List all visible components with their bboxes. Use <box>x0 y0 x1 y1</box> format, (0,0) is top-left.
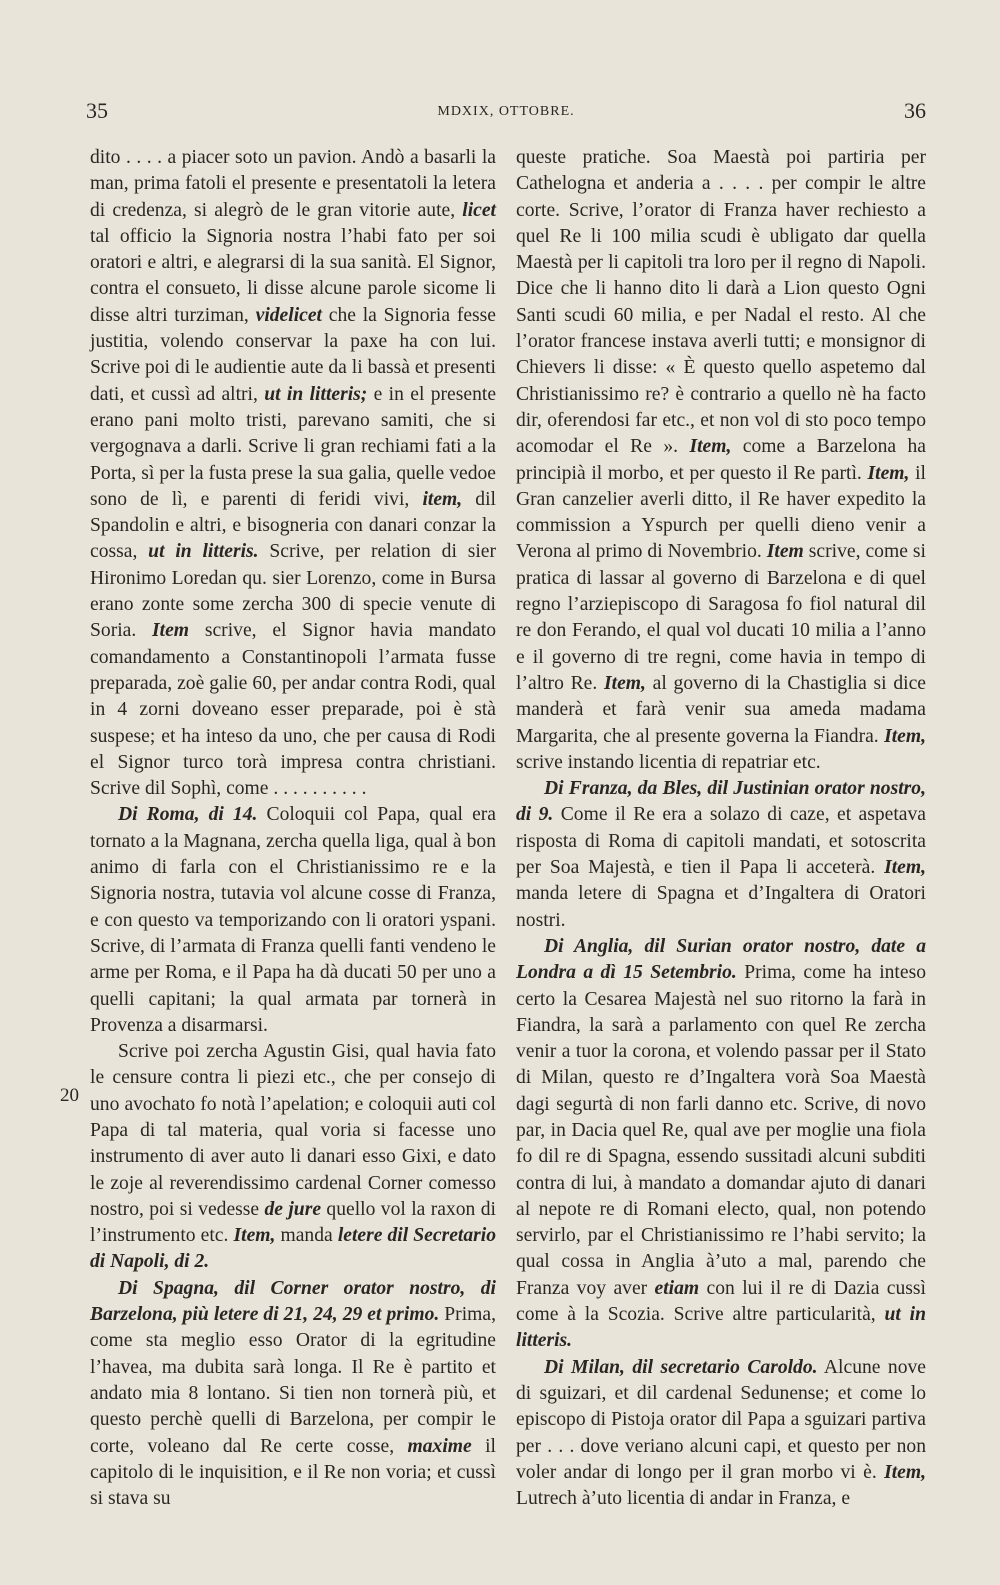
italic-run: Item, <box>867 462 910 484</box>
italic-run: ut in litteris; <box>264 383 368 405</box>
right-column <box>516 145 926 1512</box>
italic-run: Item, <box>689 436 732 458</box>
margin-line-number: 20 <box>60 1085 79 1106</box>
text-run: Coloquii col Papa, qual era tornato a la Magnana, zercha quella liga, qual à bon animo di farla con el Christianissimo re e la Signoria nostra, tutavia vol alcune cosse di Franza, e con questo va temporizando con li oratori yspani. Scrive, di l’armata di Franza quelli fanti vendeno le arme per Roma, e il Papa ha dà ducati 50 per uno a quelli capitani; la qual armata par tornerà in Provenza a disarmarsi. <box>90 804 497 1036</box>
paragraph <box>90 802 496 1039</box>
italic-run: Item <box>766 541 804 563</box>
italic-run: Item, <box>884 1461 926 1483</box>
text-run: scrive instando licentia di repatriar etc. <box>516 751 821 773</box>
italic-run: Di Roma, di 14. <box>118 804 258 826</box>
text-run: dito . . . . a piacer soto un pavion. Andò a basarli la man, prima fatoli el presente e presentatoli la letera di credenza, si alegrò de le gran vitorie aute, <box>90 147 496 221</box>
text-run: che la Signoria fesse justitia, volendo conservar la paxe ha con lui. Scrive poi di le audientie aute da li bassà et presenti dati, et cussì ad altri, <box>90 304 496 405</box>
running-title: MDXIX, OTTOBRE. <box>437 104 575 119</box>
paragraph <box>90 145 496 802</box>
text-run: e in el presente erano pani molto tristi, parevano samiti, che si vergognava a darli. Scrive li gran rechiami fati a la Porta, sì per la fusta prese la sua galia, quelle vedoe sono de lì, e parenti di feridi vivi, <box>90 383 497 510</box>
text-run: quello vol la raxon di l’instrumento etc. <box>90 1198 496 1247</box>
text-run: manda <box>275 1225 338 1247</box>
italic-run: letere dil Secretario di Napoli, di 2. <box>90 1225 496 1273</box>
paragraph <box>90 1276 496 1513</box>
italic-run: etiam <box>654 1277 700 1299</box>
text-run: il capitolo di le inquisition, e il Re non voria; et cussì si stava su <box>90 1435 496 1510</box>
text-run: Prima, come ha inteso certo la Cesarea Majestà nel suo ritorno la farà in Fiandra, la sarà a parlamento con quel Re zercha venir a tuor la corona, et volendo passar per il Stato di Milan, questo re d’Ingaltera vorà Soa Maestà dagi segurtà di non farli danno etc. Scrive, di novo par, in Dacia quel Re, qual ave per moglie una fiola fo dil re di Spagna, essendo sussitadi alcuni subditi contra di lui, à mandato a domandar ajuto di danari al nepote re di Romani electo, qual, non potendo servirlo, par el Christianissimo re l’habi servito; la qual cossa in Anglia à’uto a mal, parendo che Franza voy aver <box>516 962 926 1299</box>
italic-run: item, <box>422 488 463 510</box>
paragraph <box>516 145 926 776</box>
page-number-left: 35 <box>86 98 108 123</box>
italic-run: Item, <box>884 857 926 879</box>
italic-run: Item, <box>604 672 646 694</box>
italic-run: Item, <box>884 725 926 747</box>
text-run: manda letere di Spagna et d’Ingaltera di Oratori nostri. <box>516 883 926 931</box>
italic-run: ut in litteris. <box>148 541 259 563</box>
text-run: Prima, come sta meglio esso Orator di la egritudine l’havea, ma dubita sarà longa. Il Re è partito et andato mia 8 lontano. Si tien non tornerà più, et questo perchè quelli di Barzelona, per compir le corte, voleano dal Re certe cosse, <box>90 1304 496 1457</box>
running-head <box>86 98 926 128</box>
paragraph <box>516 776 926 934</box>
italic-run: Di Milan, dil secretario Caroldo. <box>544 1356 818 1378</box>
italic-run: Di Anglia, dil Surian orator nostro, date a Londra a dì 15 Setembrio. <box>516 935 926 984</box>
text-run: Come il Re era a solazo di caze, et aspetava risposta di Roma di capitoli mandati, et sotoscrita per Soa Majestà, e tien il Papa li acceterà. <box>516 804 926 879</box>
italic-run: Item, <box>233 1225 276 1247</box>
text-run: Scrive poi zercha Agustin Gisi, qual havia fato le censure contra li piezi etc., che per consejo di uno avochato fo notà l’apelation; e coloquii auti col Papa di tal materia, qual voria si facesse uno instrumento di aver auto li danari esso Gixi, e dato le zoje al reverendissimo cardenal Corner comesso nostro, poi si vedesse <box>90 1041 496 1220</box>
italic-run: ut in litteris. <box>516 1304 926 1352</box>
text-run: con lui il re di Dazia cussì come à la Scozia. Scrive altre particularità, <box>516 1277 926 1326</box>
italic-run: maxime <box>407 1435 472 1457</box>
left-column <box>90 145 496 1512</box>
text-run: come a Barzelona ha principià il morbo, et per questo il Re partì. <box>516 436 926 484</box>
text-run: Lutrech à’uto licentia di andar in Franza, e <box>516 1488 851 1510</box>
text-run: dil Spandolin e altri, e bisogneria con danari conzar la cossa, <box>90 488 496 563</box>
italic-run: Di Spagna, dil Corner orator nostro, di Barzelona, più letere di 21, 24, 29 et primo. <box>90 1277 496 1326</box>
text-run: tal officio la Signoria nostra l’habi fato per soi oratori e altri, e alegrarsi di la sua sanità. El Signor, contra el consueto, li disse alcune parole sicome li disse altri turziman, <box>90 225 496 326</box>
text-run: Alcune nove di sguizari, et dil cardenal Sedunense; et come lo episcopo di Pistoja orator dil Papa a sguizari partiva per . . . dove veriano alcuni capi, et questo per non voler andar di longo per il gran morbo vi è. <box>516 1356 926 1483</box>
italic-run: videlicet <box>255 304 322 326</box>
text-run: al governo di la Chastiglia si dice manderà et farà venir sua ameda madama Margarita, che al presente governa la Fiandra. <box>516 672 926 747</box>
text-run: queste pratiche. Soa Maestà poi partiria per Cathelogna et anderia a . . . . per compir le altre corte. Scrive, l’orator di Franza haver rechiesto a quel Re li 100 milia scudi è ubligato dar quella Maestà per li capitoli tra loro per il regno di Napoli. Dice che li hanno dito li darà a Lion questo Ogni Santi scudi 60 milia, e per Nadal el resto. Al che l’orator francese instava averli tutti; e monsignor di Chievers li disse: « È questo quello aspetemo dal Christianissimo re? è contrario a quello nè ha facto dir, oferendosi far etc., et non vol di sto poco tempo acomodar el Re ». <box>516 147 926 458</box>
paragraph <box>516 1355 926 1513</box>
italic-run: Item <box>152 620 190 642</box>
text-run: scrive, el Signor havia mandato comandamento a Constantinopoli l’armata fusse preparada, zoè galie 60, per andar contra Rodi, qual in 4 zorni doveano esser preparade, poi è stà suspese; et ha inteso da uno, che per causa di Rodi el Signor turco torà impresa contra christiani. Scrive dil Sophì, come . . . . . . . . . . <box>90 620 496 800</box>
page-number-right: 36 <box>904 98 926 123</box>
text-run: Scrive, per relation di sier Hironimo Loredan qu. sier Lorenzo, come in Bursa erano zonte some zercha 300 di specie venute di Soria. <box>90 541 497 642</box>
text-run: scrive, come si pratica di lassar al governo di Barzelona e di quel regno l’arziepiscopo di Saragosa fo fiol natural dil re don Ferando, el qual vol ducati 10 milia a l’anno e il governo di tre regni, come havia in tempo di l’altro Re. <box>516 541 926 694</box>
italic-run: Di Franza, da Bles, dil Justinian orator nostro, di 9. <box>516 778 926 826</box>
text-run: il Gran canzelier averli ditto, il Re haver expedito la commission a Yspurch per quelli dieno venir a Verona al primo di Novembrio. <box>516 462 926 563</box>
italic-run: de jure <box>264 1198 322 1220</box>
italic-run: licet <box>462 199 496 221</box>
paragraph <box>516 934 926 1355</box>
paragraph <box>90 1039 496 1276</box>
